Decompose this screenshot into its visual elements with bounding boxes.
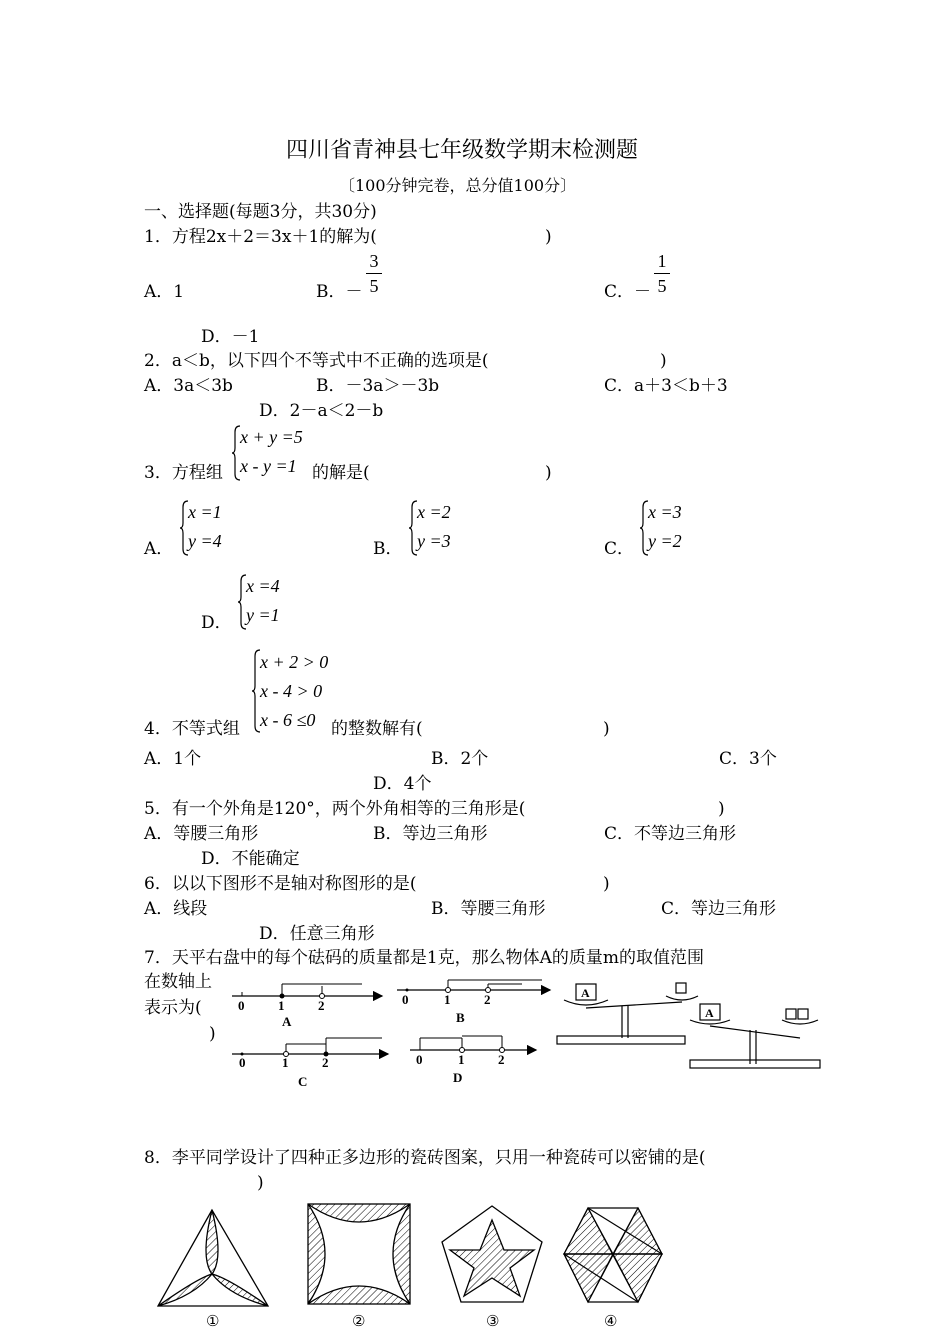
object-label: A (581, 986, 590, 1000)
q2-option-a: A．3a＜3b (144, 376, 233, 396)
q5-option-a: A．等腰三角形 (144, 824, 259, 844)
tick-label: 2 (322, 1055, 329, 1070)
q3-tail: 的解是( (312, 463, 370, 483)
q3-option-b (409, 499, 479, 557)
q4-inequality-3: x - 6 ≤0 (260, 710, 316, 730)
tick-label: 1 (444, 992, 451, 1007)
q1-option-b-fraction (366, 252, 382, 295)
solution-x: x =1 (188, 502, 222, 522)
q7-stem-line-3: 表示为( (144, 998, 202, 1018)
q5-option-b: B．等边三角形 (373, 824, 488, 844)
q5-option-d: D．不能确定 (201, 849, 300, 869)
figure-caption: ③ (486, 1312, 500, 1330)
q4-tail: 的整数解有( (331, 719, 423, 739)
hexagon-tile (564, 1208, 662, 1302)
tick-label: 2 (484, 992, 491, 1007)
q3-label: 3．方程组 (144, 463, 223, 483)
q5-stem: 5．有一个外角是120°，两个外角相等的三角形是( (144, 799, 526, 819)
number-line-d (410, 1036, 536, 1085)
fraction-denominator: 5 (657, 276, 667, 296)
q3-equation-2: x - y =1 (240, 456, 297, 476)
tick-label: 0 (238, 998, 245, 1013)
q8-close: ) (257, 1173, 264, 1193)
q3-option-a-label: A． (144, 539, 174, 559)
fraction-denominator: 5 (369, 276, 379, 296)
figure-caption: ① (206, 1312, 220, 1330)
fraction-numerator: 1 (657, 251, 667, 271)
q1-option-d: D．－1 (201, 327, 260, 347)
q6-option-b: B．等腰三角形 (431, 899, 546, 919)
object-label: A (705, 1006, 714, 1020)
q6-option-c: C．等边三角形 (661, 899, 777, 919)
balance-scale-1 (557, 983, 698, 1044)
figure-caption: ② (352, 1312, 366, 1330)
tick-label: 1 (282, 1055, 289, 1070)
q1-close: ) (545, 227, 552, 247)
q4-close: ) (603, 719, 610, 739)
q7-stem-line-2: 在数轴上 (144, 972, 212, 992)
q7-close: ) (209, 1024, 216, 1044)
q8-stem: 8．李平同学设计了四种正多边形的瓷砖图案，只用一种瓷砖可以密铺的是( (144, 1148, 706, 1168)
q3-close: ) (545, 463, 552, 483)
q3-option-a (180, 499, 250, 557)
balance-scale-2 (690, 1004, 820, 1068)
q4-label: 4．不等式组 (144, 719, 240, 739)
q4-option-c: C．3个 (719, 749, 777, 769)
triangle-tile (158, 1210, 268, 1306)
q2-option-b: B．－3a＞－3b (316, 376, 440, 396)
fraction-numerator: 3 (369, 251, 379, 271)
option-label: B (456, 1010, 465, 1025)
q4-option-d: D．4个 (373, 774, 432, 794)
fraction-bar (366, 273, 382, 274)
solution-y: y =2 (648, 531, 682, 551)
option-label: D (453, 1070, 463, 1085)
tick-label: 1 (458, 1052, 465, 1067)
solution-x: x =3 (648, 502, 682, 522)
q7-figures (222, 972, 832, 1090)
q6-option-a: A．线段 (144, 899, 208, 919)
q4-inequality-1: x + 2 > 0 (260, 652, 329, 672)
q8-tile-figures (150, 1198, 680, 1344)
solution-y: y =3 (417, 531, 451, 551)
exam-info: 〔100分钟完卷，总分值100分〕 (339, 176, 577, 195)
figure-caption: ④ (604, 1312, 618, 1330)
tick-label: 0 (402, 992, 409, 1007)
page-title: 四川省青神县七年级数学期末检测题 (286, 138, 639, 163)
q2-stem: 2．a＜b，以下四个不等式中不正确的选项是( (144, 351, 489, 371)
solution-y: y =4 (188, 531, 222, 551)
q6-option-d: D．任意三角形 (259, 924, 375, 944)
q4-inequality-system (252, 648, 332, 734)
q3-option-b-label: B． (373, 539, 403, 559)
q6-close: ) (603, 874, 610, 894)
q1-option-c: C．－ (604, 282, 652, 302)
q3-equation-1: x + y =5 (240, 427, 303, 447)
q2-close: ) (660, 351, 667, 371)
solution-y: y =1 (246, 605, 280, 625)
q3-option-d-label: D． (201, 613, 232, 633)
number-line-b (397, 980, 550, 1025)
solution-x: x =2 (417, 502, 451, 522)
q7-stem-line-1: 7．天平右盘中的每个砝码的质量都是1克，那么物体A的质量m的取值范围 (144, 948, 705, 968)
number-line-c (232, 1038, 388, 1089)
q4-option-b: B．2个 (431, 749, 489, 769)
solution-x: x =4 (246, 576, 280, 596)
q4-inequality-2: x - 4 > 0 (260, 681, 323, 701)
tick-label: 0 (239, 1055, 246, 1070)
q3-equation-system (232, 424, 312, 482)
option-label: C (298, 1074, 308, 1089)
option-label: A (282, 1014, 292, 1029)
fraction-bar (654, 273, 670, 274)
q5-option-c: C．不等边三角形 (604, 824, 737, 844)
q1-stem: 1．方程2x＋2＝3x＋1的解为( (144, 227, 377, 247)
tick-label: 1 (278, 998, 285, 1013)
q5-close: ) (718, 799, 725, 819)
q3-option-d (238, 573, 308, 631)
q4-option-a: A．1个 (144, 749, 202, 769)
number-line-a (232, 984, 382, 1029)
q3-option-c-label: C． (604, 539, 635, 559)
q3-option-c (640, 499, 710, 557)
tick-label: 2 (318, 998, 325, 1013)
section-heading: 一、选择题(每题3分，共30分) (144, 202, 377, 222)
q2-option-c: C．a＋3＜b＋3 (604, 376, 728, 396)
q1-option-c-fraction (654, 252, 670, 295)
q1-option-a: A．1 (144, 282, 185, 302)
q6-stem: 6．以以下图形不是轴对称图形的是( (144, 874, 417, 894)
tick-label: 0 (416, 1052, 423, 1067)
q2-option-d: D．2－a＜2－b (259, 401, 384, 421)
q1-option-b: B．－ (316, 282, 363, 302)
square-tile (308, 1204, 410, 1304)
pentagon-tile (442, 1206, 542, 1302)
tick-label: 2 (498, 1052, 505, 1067)
